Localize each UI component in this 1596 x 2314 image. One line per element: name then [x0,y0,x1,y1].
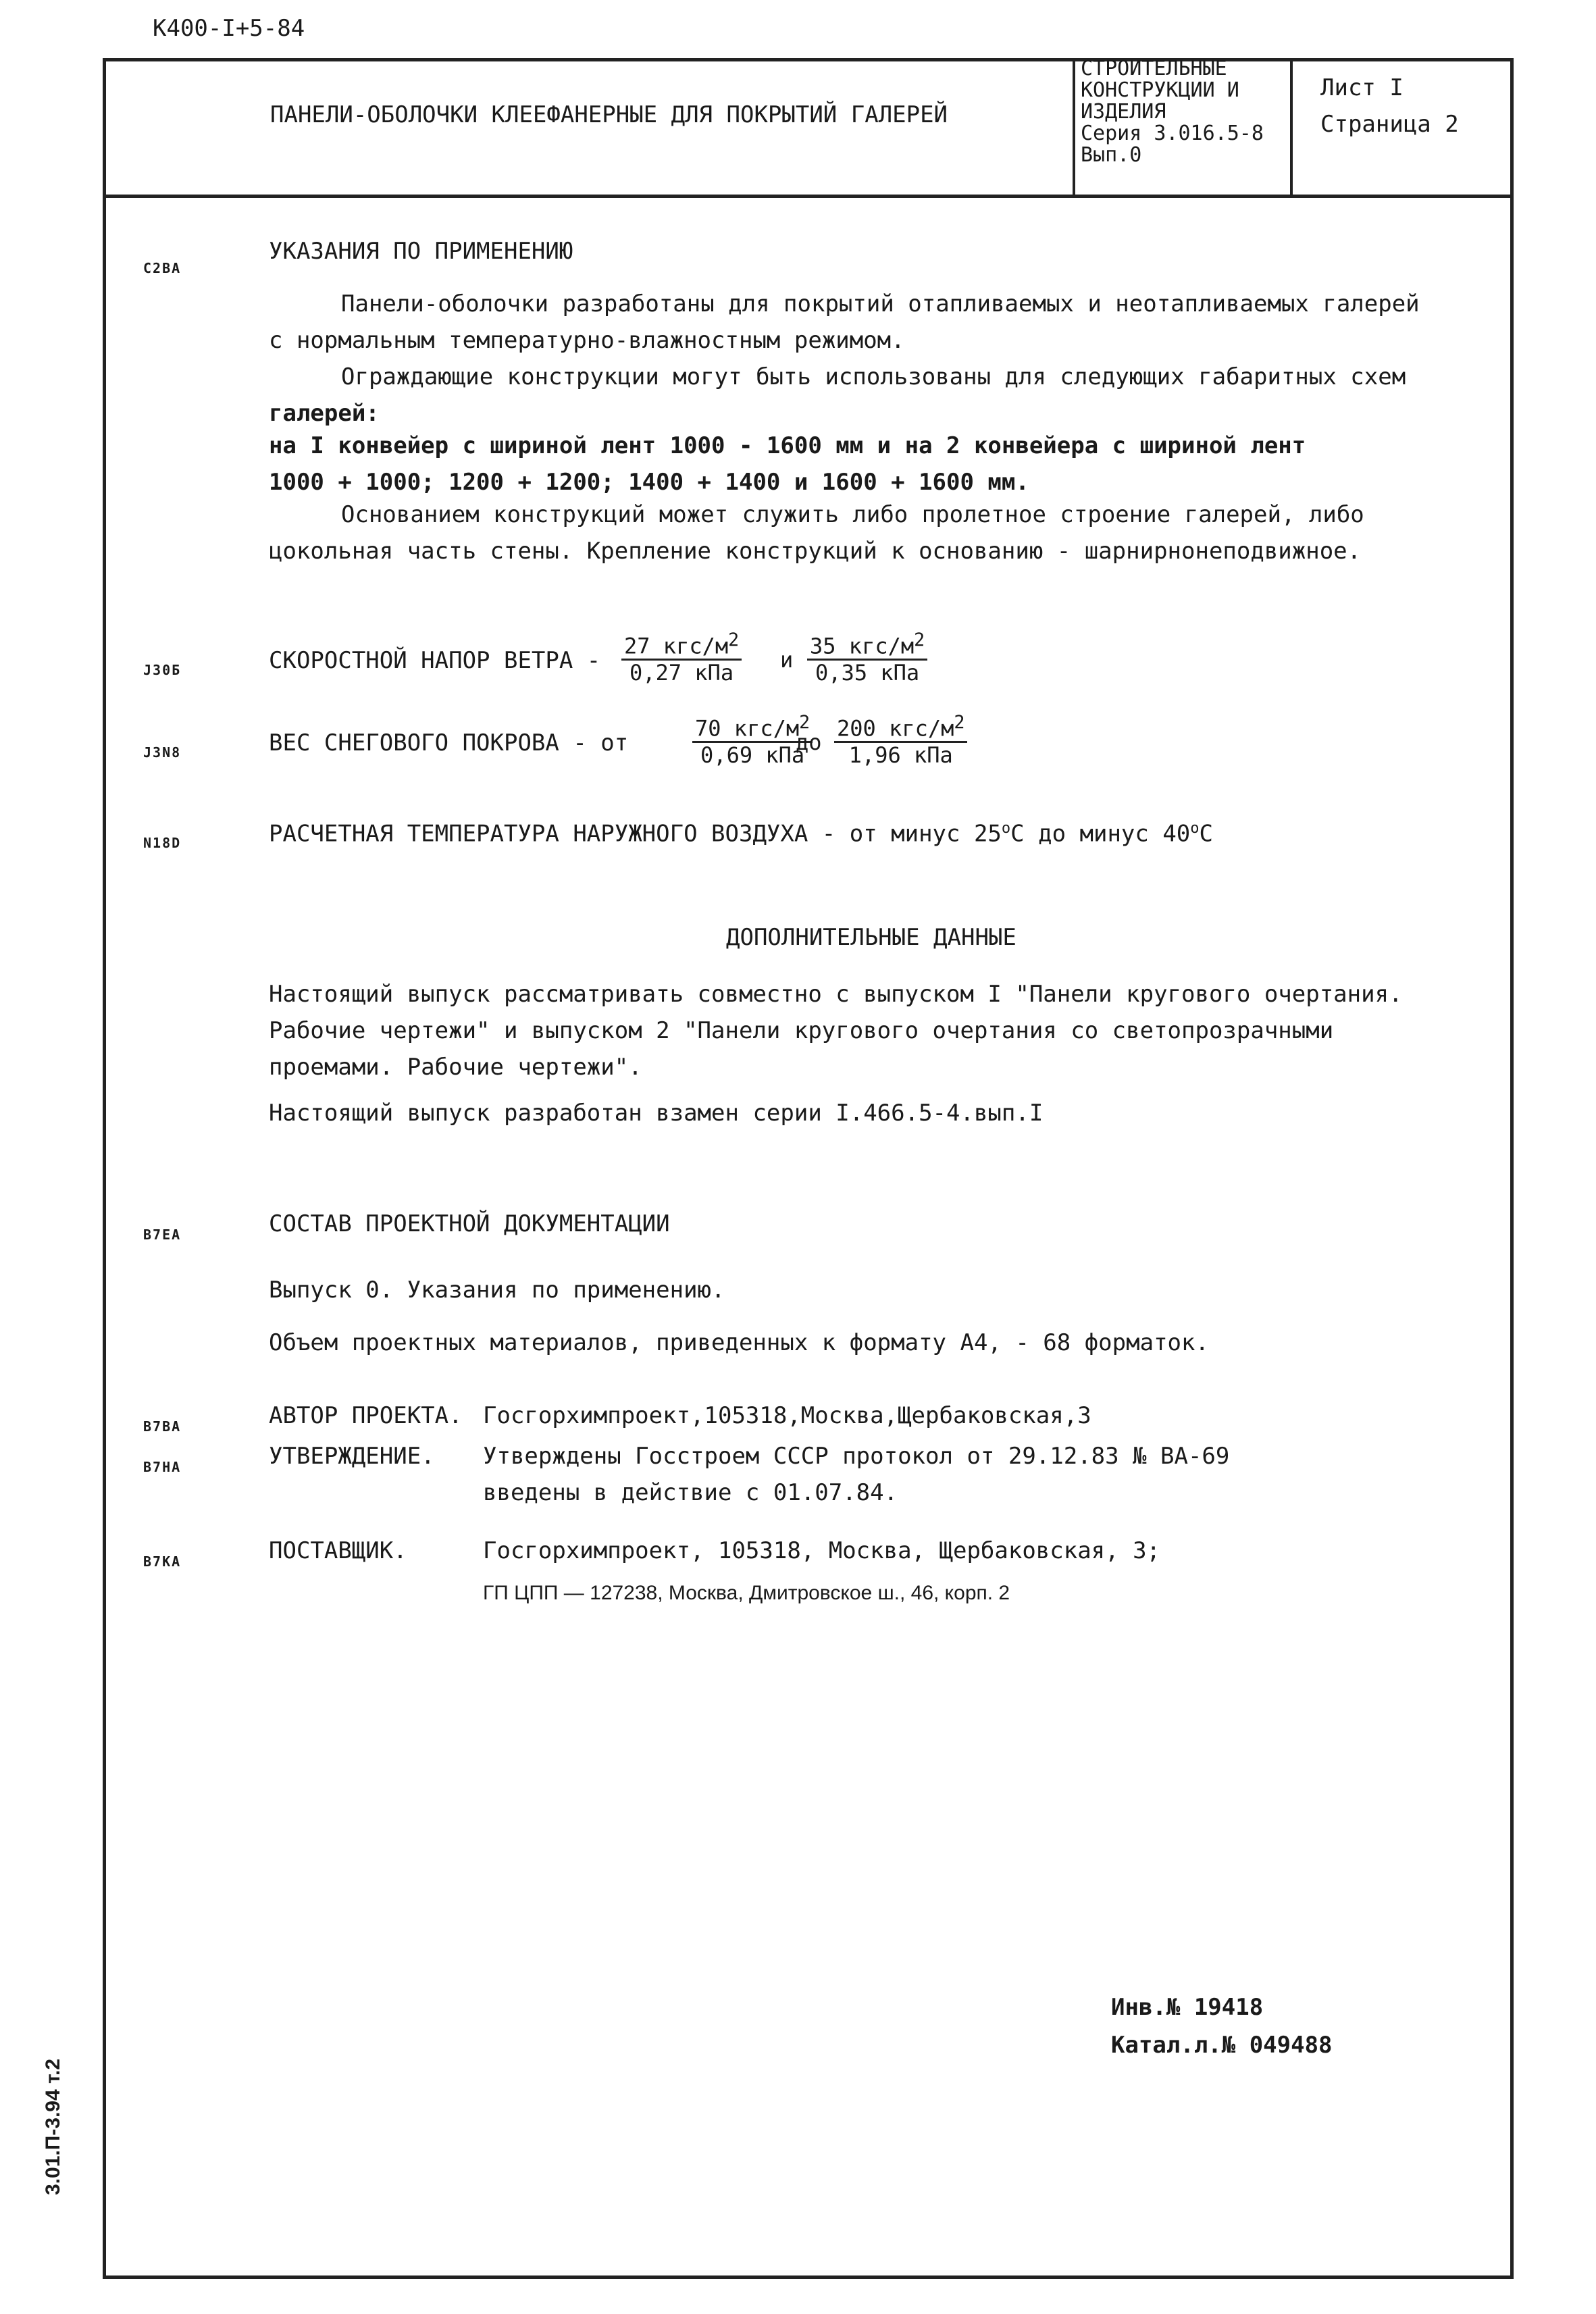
paragraph-line: Панели-оболочки разработаны для покрытий отапливаемых и неотапливаемых галерей [341,290,1420,317]
title-block-separator-1 [1073,58,1075,197]
author-value: Госгорхимпроект,105318,Москва,Щербаковская,3 [483,1402,1091,1429]
temperature-line [269,820,1213,847]
approval-line: Утверждены Госстроем СССР протокол от 29.12.83 № ВА-69 [483,1443,1230,1470]
issue-number: Вып.0 [1081,143,1142,167]
additional-heading: ДОПОЛНИТЕЛЬНЫЕ ДАННЫЕ [726,924,1016,951]
wind-label: СКОРОСТНОЙ НАПОР ВЕТРА - [269,647,601,674]
supplier-label: ПОСТАВЩИК. [269,1537,407,1564]
side-stamp: 3.01.П-3.94 т.2 [42,2058,64,2195]
exponent: 2 [728,629,740,650]
inventory-number: Инв.№ 19418 [1111,1994,1264,2021]
temperature-label: РАСЧЕТНАЯ ТЕМПЕРАТУРА НАРУЖНОГО ВОЗДУХА - от минус 25 [269,820,1002,848]
exponent: 2 [799,712,810,733]
paragraph-line: на I конвейер с шириной лент 1000 - 1600 мм и на 2 конвейера с шириной лент [269,432,1306,459]
approval-line: введены в действие с 01.07.84. [483,1479,898,1506]
paragraph-line: Ограждающие конструкции могут быть использованы для следующих габаритных схем [341,363,1406,390]
snow-conjunction: до [796,729,822,755]
document-id: К400-I+5-84 [153,15,305,42]
snow-value-2 [834,711,967,767]
supplier-line: Госгорхимпроект, 105318, Москва, Щербаковская, 3; [483,1537,1161,1564]
wind-value-2-num: 35 кгс/м [810,633,915,659]
snow-value-2-den: 1,96 кПа [848,742,953,768]
snow-label: ВЕС СНЕГОВОГО ПОКРОВА - от [269,729,629,756]
degree-sign: o [1190,820,1200,837]
approval-label: УТВЕРЖДЕНИЕ. [269,1443,435,1470]
snow-value-1-den: 0,69 кПа [700,742,805,768]
category-line-2: КОНСТРУКЦИИ И [1081,78,1239,102]
paragraph-line: проемами. Рабочие чертежи". [269,1054,642,1081]
page-number: Страница 2 [1320,111,1459,138]
exponent: 2 [914,629,925,650]
wind-code: J30Б [143,662,182,678]
category-line-1: СТРОИТЕЛЬНЫЕ [1081,57,1227,80]
degree-sign: o [1001,820,1011,837]
wind-value-1-den: 0,27 кПа [629,659,734,686]
supplier-code: B7KA [143,1553,182,1570]
series-number: Серия 3.016.5-8 [1081,122,1264,145]
title-block-separator-2 [1290,58,1293,197]
category-block [1081,58,1264,166]
category-line-3: ИЗДЕЛИЯ [1081,100,1166,124]
wind-conjunction: и [780,647,794,673]
composition-code: B7EA [143,1227,182,1243]
author-label: АВТОР ПРОЕКТА. [269,1402,463,1429]
supplier-line: ГП ЦПП — 127238, Москва, Дмитровское ш., 46, корп. 2 [483,1582,1010,1604]
wind-value-2 [807,628,927,685]
paragraph-line: 1000 + 1000; 1200 + 1200; 1400 + 1400 и 1600 + 1600 мм. [269,469,1029,496]
composition-line: Объем проектных материалов, приведенных к формату А4, - 68 форматок. [269,1329,1209,1356]
sheet-number: Лист I [1320,74,1404,101]
author-code: B7BA [143,1418,182,1435]
section-heading: УКАЗАНИЯ ПО ПРИМЕНЕНИЮ [269,238,573,265]
snow-value-1 [692,711,813,767]
wind-value-1-num: 27 кгс/м [624,633,729,659]
paragraph-line: галерей: [269,400,380,427]
composition-line: Выпуск 0. Указания по применению. [269,1277,725,1304]
approval-code: B7HA [143,1459,182,1475]
paragraph-line: Настоящий выпуск рассматривать совместно с выпуском I "Панели кругового очертания. [269,981,1403,1008]
snow-code: J3N8 [143,744,182,761]
paragraph-line: Рабочие чертежи" и выпуском 2 "Панели кругового очертания со светопрозрачными [269,1017,1334,1044]
section-code: C2BA [143,260,182,276]
paragraph-line: Настоящий выпуск разработан взамен серии I.466.5-4.вып.I [269,1100,1044,1127]
paragraph-line: с нормальным температурно-влажностным режимом. [269,327,905,354]
temperature-code: N18D [143,835,182,851]
temperature-end: С [1199,820,1213,848]
snow-value-2-num: 200 кгс/м [837,715,954,742]
temperature-mid: С до минус 40 [1010,820,1191,848]
exponent: 2 [954,712,965,733]
wind-value-2-den: 0,35 кПа [815,659,920,686]
document-title: ПАНЕЛИ-ОБОЛОЧКИ КЛЕЕФАНЕРНЫЕ ДЛЯ ПОКРЫТИЙ ГАЛЕРЕЙ [270,101,948,128]
title-block-divider [103,195,1514,198]
composition-heading: СОСТАВ ПРОЕКТНОЙ ДОКУМЕНТАЦИИ [269,1210,670,1237]
catalog-number: Катал.л.№ 049488 [1111,2032,1333,2059]
paragraph-line: цокольная часть стены. Крепление конструкций к основанию - шарнирнонеподвижное. [269,538,1362,565]
snow-value-1-num: 70 кгс/м [695,715,800,742]
page-frame [103,58,1514,2279]
wind-value-1 [621,628,742,685]
paragraph-line: Основанием конструкций может служить либо пролетное строение галерей, либо [341,501,1364,528]
